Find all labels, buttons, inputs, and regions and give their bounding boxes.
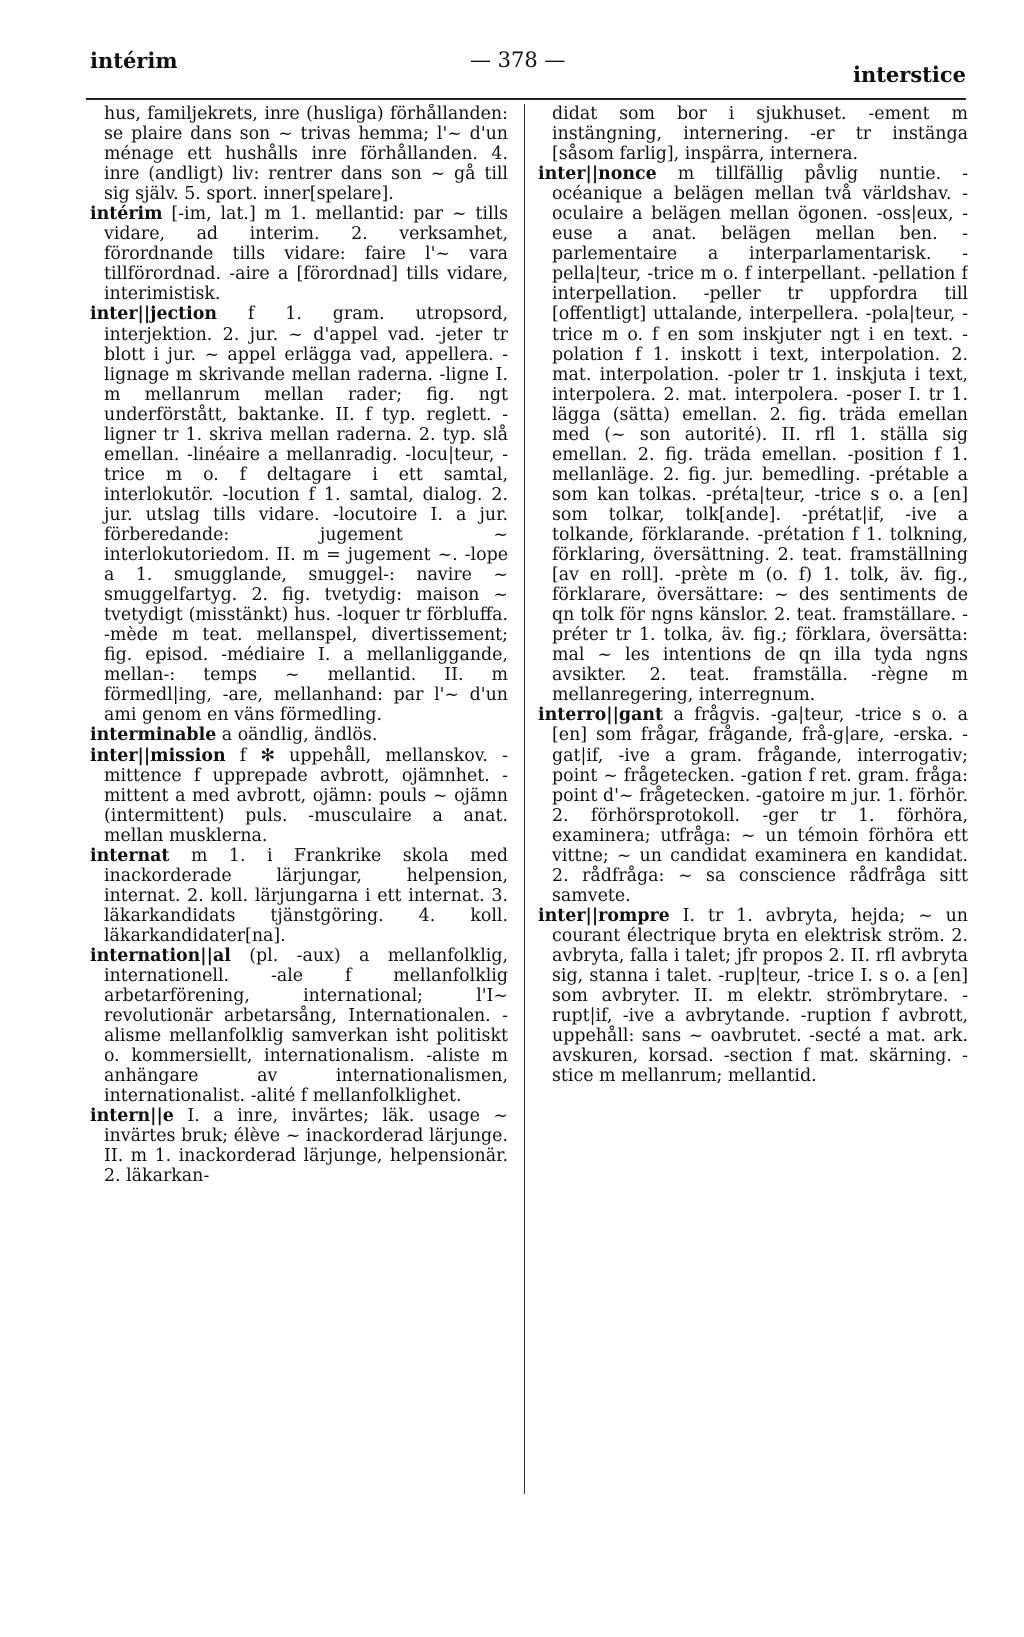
dictionary-entry [90, 846, 508, 946]
column-divider [524, 104, 525, 1494]
dictionary-entry [90, 1106, 508, 1186]
page-number: — 378 — [470, 48, 566, 72]
entry-text: [-im, lat.] m 1. mellantid: par ~ tills vidare, ad interim. 2. verksamhet, förordnande tills vidare: faire l'~ vara tillförordnad. -aire a [förordnad] tills vidare, interimistisk. [104, 204, 508, 305]
left-column [90, 104, 508, 1609]
dictionary-entry [90, 946, 508, 1106]
entry-headword: inter||rompre [538, 905, 670, 926]
entry-text: f 1. gram. utropsord, interjektion. 2. jur. ~ d'appel vad. -jeter tr blott i jur. ~ appel erlägga vad, appellera. -lignage m skrivande mellan raderna. -ligne I. m mellanrum mellan rader; fig. ngt underförstått, baktanke. II. f typ. reglett. -ligner tr 1. skriva mellan raderna. 2. typ. slå emellan. -linéaire a mellanradig. -locu|teur, -trice m o. f deltagare i ett samtal, interlokutör. -locution f 1. samtal, dialog. 2. jur. utslag tills vidare. -locutoire I. a jur. förberedande: jugement ~ interlokutoriedom. II. m = jugement ~. -lope a 1. smugglande, smuggel-: navire ~ smuggelfartyg. 2. fig. tvetydig: maison ~ tvetydigt (misstänkt) hus. -loquer tr förbluffa. -mède m teat. mellanspel, divertissement; fig. episod. -médiaire I. a mellanliggande, mellan-: temps ~ mellantid. II. m förmedl|ing, -are, mellanhand: par l'~ d'un ami genom en väns förmedling. [104, 304, 508, 726]
right-column [538, 104, 968, 1609]
dictionary-entry [538, 104, 968, 164]
entry-text: a frågvis. -ga|teur, -trice s o. a [en] som frågar, frågande, frå-g|are, -erska. -gat|if, -ive a gram. frågande, interrogativ; point ~ frågetecken. -gation f ret. gram. fråga: point d'~ frågetecken. -gatoire m jur. 1. förhör. 2. förhörsprotokoll. -ger tr 1. förhöra, examinera; utfråga: ~ un témoin förhöra ett vittne; ~ un candidat examinera en kandidat. 2. rådfråga: ~ sa conscience rådfråga sitt samvete. [552, 705, 968, 906]
dictionary-entry [90, 104, 508, 204]
entry-text: (pl. -aux) a mellanfolklig, internationell. -ale f mellanfolklig arbetarförening, international; l'I~ revolutionär arbetarsång, Internationalen. -alisme mellanfolklig samverkan isht politiskt o. kommersiellt, internationalism. -aliste m anhängare av internationalismen, internationalist. -alité f mellanfolklighet. [104, 945, 508, 1107]
entry-text: I. tr 1. avbryta, hejda; ~ un courant électrique bryta en elektrisk ström. 2. avbryta, falla i talet; jfr propos 2. II. rfl avbryta sig, stanna i talet. -rup|teur, -trice I. s o. a [en] som avbryter. II. m elektr. strömbrytare. -rupt|if, -ive a avbrytande. -ruption f avbrott, uppehåll: sans ~ oavbrutet. -secté a mat. ark. avskuren, korsad. -section f mat. skärning. -stice m mellanrum; mellantid. [552, 905, 968, 1087]
entry-text: didat som bor i sjukhuset. -ement m instängning, internering. -er tr instänga [såsom farlig], inspärra, internera. [552, 104, 968, 165]
entry-headword: internation||al [90, 945, 231, 966]
dictionary-entry [90, 304, 508, 725]
entry-headword: interro||gant [538, 705, 664, 726]
dictionary-entry [538, 705, 968, 905]
entry-text: m 1. i Frankrike skola med inackorderade lärjungar, helpension, internat. 2. koll. lärjungarna i ett internat. 3. läkarkandidats tjänstgöring. 4. koll. läkarkandidater[na]. [104, 845, 508, 946]
entry-headword: internat [90, 845, 170, 866]
entry-text: hus, familjekrets, inre (husliga) förhållanden: se plaire dans son ~ trivas hemma; l'~ d'un ménage ett hushålls inre förhållanden. 4. inre (andligt) liv: rentrer dans son ~ gå till sig själv. 5. sport. inner[spelare]. [104, 104, 508, 205]
entry-text: m tillfällig påvlig nuntie. -océanique a belägen mellan två världshav. -oculaire a belägen mellan ögonen. -oss|eux, -euse a anat. belägen mellan ben. -parlementaire a interparlamentarisk. -pella|teur, -trice m o. f interpellant. -pellation f interpellation. -peller tr uppfordra till [offentligt] uttalande, interpellera. -pola|teur, -trice m o. f en som inskjuter ngt i en text. -polation f 1. inskott i text, interpolation. 2. mat. interpolation. -poler tr 1. inskjuta i text, interpolera. 2. mat. interpolera. -poser I. tr 1. lägga (sätta) emellan. 2. fig. träda emellan med (~ son autorité). II. rfl 1. ställa sig emellan. 2. fig. träda emellan. -position f 1. mellanläge. 2. fig. jur. bemedling. -prétable a som kan tolkas. -préta|teur, -trice s o. a [en] som tolkar, tolk[ande]. -prétat|if, -ive a tolkande, förklarande. -prétation f 1. tolkning, förklaring, översättning. 2. teat. framställning [av en roll]. -prète m (o. f) 1. tolk, äv. fig., förklarare, översättare: ~ des sentiments de qn tolk för ngns känslor. 2. teat. framställare. -préter tr 1. tolka, äv. fig.; förklara, översätta: mal ~ les intentions de qn illa tyda ngns avsikter. 2. teat. framställa. -règne m mellanregering, interregnum. [552, 164, 968, 706]
entry-headword: inter||jection [90, 304, 217, 325]
dictionary-entry [90, 204, 508, 304]
dictionary-entry [538, 906, 968, 1086]
right-running-headword: interstice [852, 62, 966, 87]
entry-text: f ✻ uppehåll, mellanskov. -mittence f upprepade avbrott, ojämnhet. -mittent a med avbrott, ojämn: pouls ~ ojämn (intermittent) puls. -musculaire a anat. mellan musklerna. [104, 745, 508, 846]
dictionary-entry [90, 725, 508, 745]
entry-headword: intérim [90, 204, 163, 225]
entry-headword: inter||nonce [538, 164, 657, 185]
dictionary-entry [538, 164, 968, 705]
entry-text: a oändlig, ändlös. [216, 725, 378, 746]
entry-headword: inter||mission [90, 745, 226, 766]
entry-headword: interminable [90, 725, 217, 746]
dictionary-entry [90, 746, 508, 846]
entry-headword: intern||e [90, 1106, 174, 1127]
page-header [0, 48, 1024, 88]
left-running-headword: intérim [90, 48, 178, 73]
header-rule [86, 98, 966, 100]
entry-text: I. a inre, invärtes; läk. usage ~ invärtes bruk; élève ~ inackorderad lärjunge. II. m 1. inackorderad lärjunge, helpensionär. 2. läkarkan- [104, 1106, 508, 1187]
